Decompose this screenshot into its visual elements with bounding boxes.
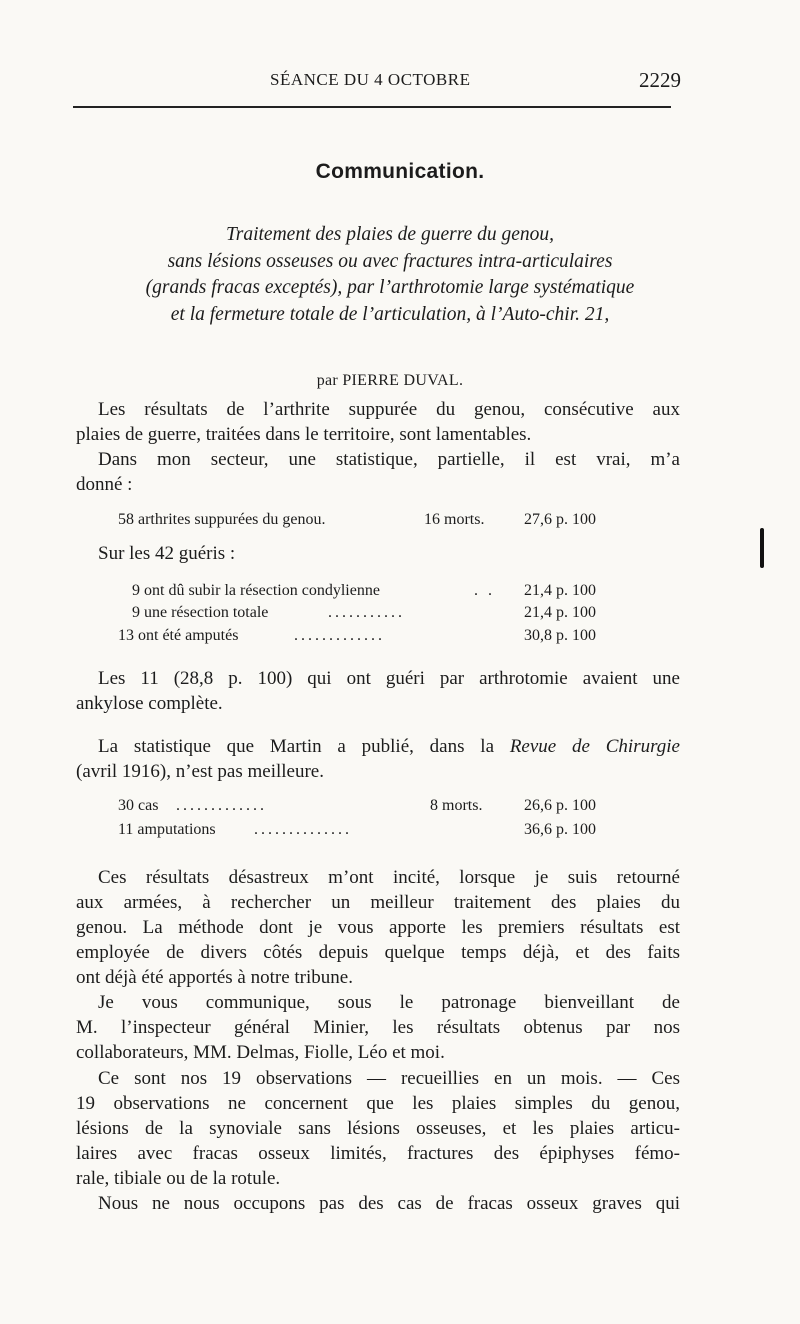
text-line: ont déjà été apportés à notre tribune.	[76, 967, 353, 988]
paragraph-fracas	[76, 1191, 680, 1216]
page-number: 2229	[639, 68, 681, 92]
stat-leader-dots: .............	[176, 797, 267, 814]
text-line: Sur les 42 guéris :	[98, 543, 236, 564]
header-rule	[73, 106, 671, 108]
stat-leader-dots: ...........	[328, 604, 405, 621]
text-line: Les 11 (28,8 p. 100) qui ont guéri par arthrotomie avaient une	[98, 668, 680, 689]
stat-leader-dots: ..............	[254, 821, 352, 838]
section-title: Communication.	[315, 160, 485, 183]
paragraph-resultats	[76, 865, 680, 990]
text-line: Ces résultats désastreux m’ont incité, lorsque je suis retourné	[98, 867, 680, 888]
stat-percent: 21,4 p. 100	[524, 604, 596, 621]
text-line: plaies de guerre, traitées dans le territoire, sont lamentables.	[76, 424, 532, 445]
stat-percent: 27,6 p. 100	[524, 511, 596, 528]
stat-percent: 30,8 p. 100	[524, 627, 596, 644]
running-title: SÉANCE DU 4 OCTOBRE	[270, 70, 471, 89]
text-line: donné :	[76, 474, 133, 495]
text-line: Dans mon secteur, une statistique, partielle, il est vrai, m’a	[98, 449, 680, 470]
text-line: Je vous communique, sous le patronage bienveillant de	[98, 992, 680, 1013]
text-line: M. l’inspecteur général Minier, les résultats obtenus par nos	[76, 1017, 680, 1038]
text-line: genou. La méthode dont je vous apporte les premiers résultats est	[76, 917, 680, 938]
text-line: Nous ne nous occupons pas des cas de fracas osseux graves qui	[98, 1193, 680, 1214]
text-line: Ce sont nos 19 observations — recueillies en un mois. — Ces	[98, 1068, 680, 1089]
article-title-line: Traitement des plaies de guerre du genou,	[225, 224, 555, 245]
stat-leader-dots: .............	[294, 627, 385, 644]
text-line: rale, tibiale ou de la rotule.	[76, 1168, 281, 1189]
paragraph-martin	[76, 734, 680, 784]
stat-label: 13 ont été amputés	[118, 627, 239, 644]
stat-deaths: 8 morts.	[430, 797, 483, 814]
byline: par PIERRE DUVAL.	[316, 372, 464, 389]
article-title	[80, 222, 700, 328]
stat-percent: 21,4 p. 100	[524, 582, 596, 599]
journal-title: Revue de Chirurgie	[509, 736, 680, 757]
text-line: laires avec fracas osseux limités, fractures des épiphyses fémo-	[76, 1143, 680, 1164]
stat-label: 9 une résection totale	[132, 604, 269, 621]
paragraph-intro	[76, 397, 680, 497]
running-head	[75, 66, 681, 94]
stat-label: 11 amputations	[118, 821, 216, 838]
paragraph-communique	[76, 990, 680, 1065]
stat-label: 58 arthrites suppurées du genou.	[118, 511, 326, 528]
text-line: employée de divers côtés depuis quelque temps déjà, et des faits	[76, 942, 680, 963]
paragraph-observations	[76, 1066, 680, 1191]
text-line: La statistique que Martin a publié, dans la	[98, 736, 510, 757]
stat-leader-dots: . .	[474, 582, 495, 599]
stat-percent: 26,6 p. 100	[524, 797, 596, 814]
text-line: lésions de la synoviale sans lésions osseuses, et les plaies articu-	[76, 1118, 680, 1139]
article-title-line: (grands fracas exceptés), par l’arthrotomie large systématique	[145, 277, 635, 298]
stat-label: 30 cas	[118, 797, 159, 814]
text-line: 19 observations ne concernent que les plaies simples du genou,	[76, 1093, 680, 1114]
paragraph-ankylose	[76, 666, 680, 716]
article-title-line: sans lésions osseuses ou avec fractures intra-articulaires	[167, 250, 613, 272]
text-line: (avril 1916), n’est pas meilleure.	[76, 761, 324, 782]
text-line: collaborateurs, MM. Delmas, Fiolle, Léo et moi.	[76, 1042, 445, 1063]
article-title-line: et la fermeture totale de l’articulation, à l’Auto-chir. 21,	[170, 303, 610, 325]
text-line: ankylose complète.	[76, 693, 223, 714]
margin-mark	[760, 528, 764, 568]
text-line: aux armées, à rechercher un meilleur traitement des plaies du	[76, 892, 680, 913]
text-line: Les résultats de l’arthrite suppurée du genou, consécutive aux	[98, 399, 680, 420]
stat-percent: 36,6 p. 100	[524, 821, 596, 838]
paragraph-gueris	[76, 541, 680, 566]
stat-deaths: 16 morts.	[424, 511, 485, 528]
stat-label: 9 ont dû subir la résection condylienne	[132, 582, 380, 599]
